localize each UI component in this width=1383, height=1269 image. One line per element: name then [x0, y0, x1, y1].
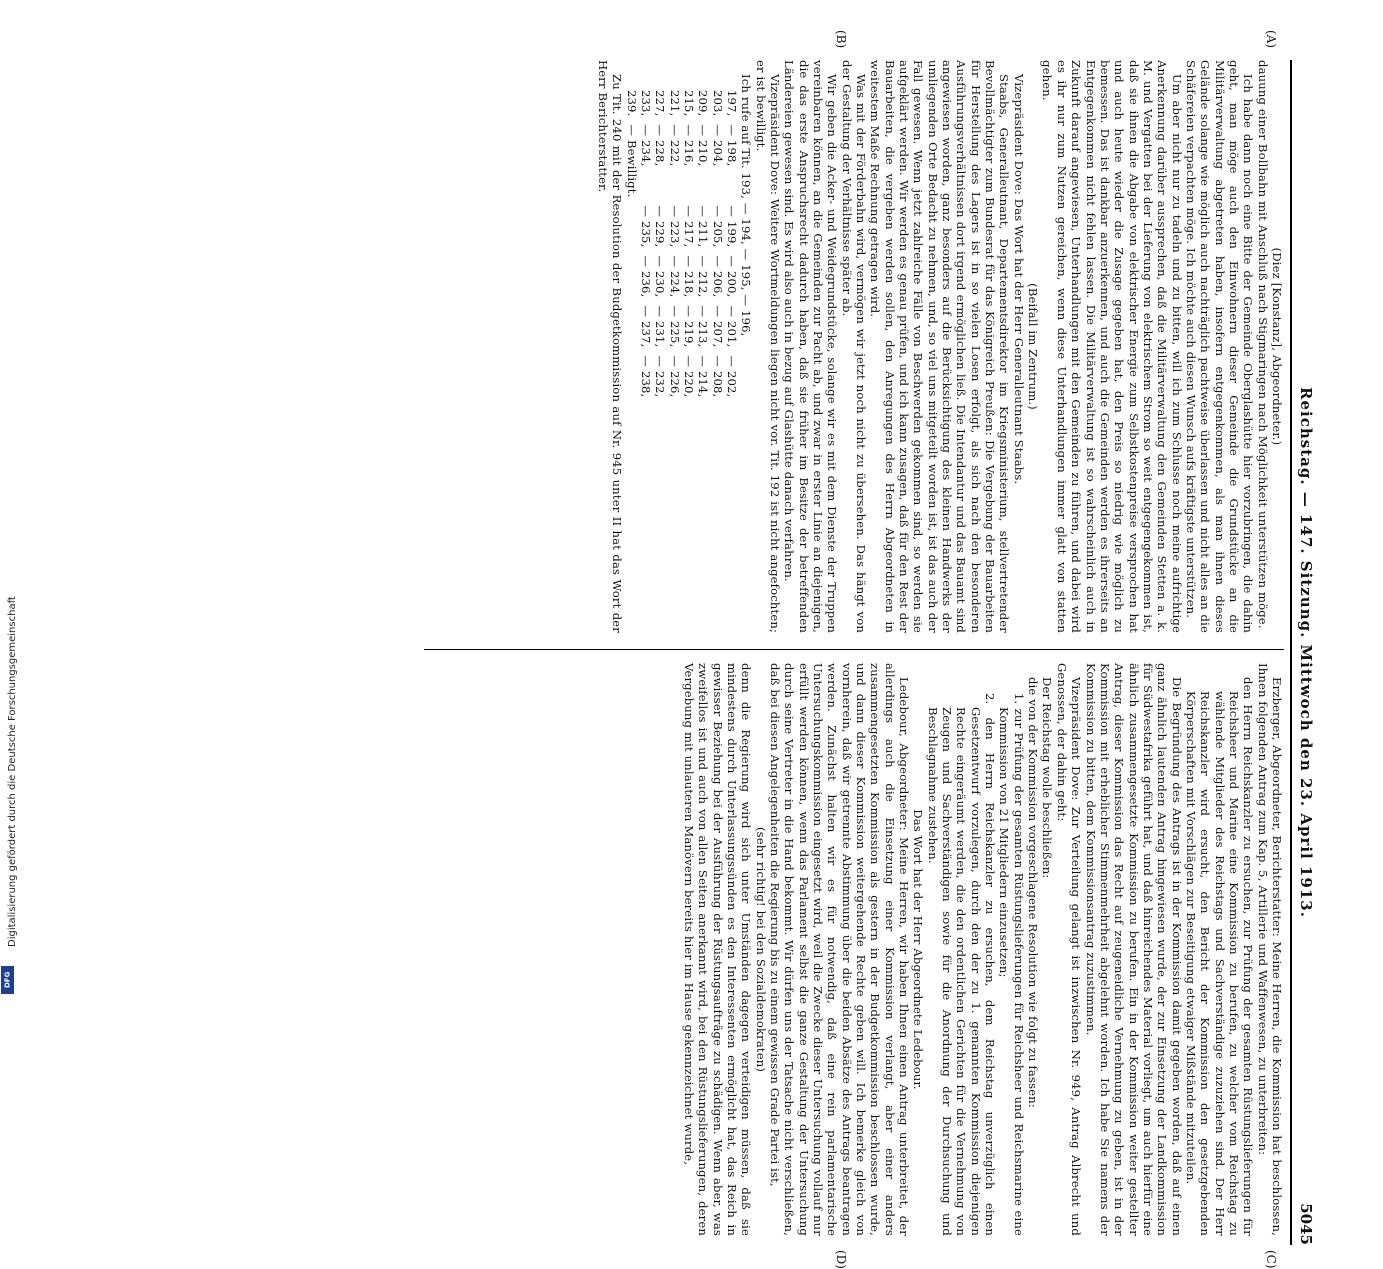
number-cell: — 211, [696, 205, 711, 248]
number-cell: — 214, [696, 355, 711, 398]
number-cell: — 205, [710, 205, 725, 248]
number-row [725, 90, 739, 405]
number-cell: — 213, [696, 305, 711, 348]
number-cell: — 232, [653, 355, 668, 398]
paragraph: denn die Regierung wird sich unter Umständen dagegen verteidigen müssen, daß sie mindestens durch Unterlassungssünden es den Interessenten ermöglicht hat, das Reich in gewisser Beziehung bei der Ausführung der Rüstungsaufträge zu schädigen. Wenn aber, was zweifellos ist und auch von allen Seiten anerkannt wird, bei den Rüstungslieferungen, deren Vergebung mit unlauteren Manövern bereits hier im Hause gekennzeichnet wurde, [681, 663, 754, 1236]
page-number: 5045 [1297, 1203, 1315, 1245]
paragraph: Erzberger, Abgeordneter, Berichterstatter: Meine Herren, die Kommission hat beschlossen, Ihnen folgenden Antrag zum Kap. 5, Artillerie und Waffenwesen, zu unterbreiten: [1255, 663, 1284, 1236]
number-cell: — 204, [710, 124, 725, 167]
number-cell: — 212, [696, 255, 711, 298]
left-column [424, 60, 1284, 633]
number-cell: — 237, [638, 305, 653, 348]
number-cell: — 228, [653, 124, 668, 167]
number-row [682, 90, 696, 405]
number-cell: — 207, [710, 305, 725, 348]
number-cell: — 208, [710, 355, 725, 398]
motion-item-1: 1. zur Prüfung der gesamten Rüstungslieferungen für Reichsheer und Reichsmarine eine Kommission von 21 Mitgliedern einzusetzen; [997, 693, 1026, 1236]
number-cell: — 238, [638, 355, 653, 398]
number-row [624, 90, 638, 405]
paragraph: Staabs, Generalleutnant, Departementsdirektor im Kriegsministerium, stellvertretender Bevollmächtigter zum Bundesrat für das Königreich Preußen: Die Vergebung der Bauarbeiten für Herstellung des Lagers ist in so vielen Losen erfolgt, als sich nach den besonderen Ausführungsverhältnissen dort irgend ermöglichen ließ. Die Intendantur und das Bauamt sind angewiesen worden, ganz besonders auf die Berücksichtigung des kleinen Handwerks der umliegenden Orte Bedacht zu nehmen, und, so viel uns mitgeteilt worden ist, ist das auch der Fall gewesen. Wenn jetzt zahlreiche Fälle von Beschwerden gekommen sind, so werden sie aufgeklärt werden. Wir werden es genau prüfen, und ich kann zusagen, daß für den Rest der Bauarbeiten, die vergeben werden sollen, den Anregungen des Herrn Abgeordneten in weitestem Maße Rechnung getragen wird. [868, 60, 1012, 633]
margin-mark-b: (B) [834, 30, 848, 49]
digitization-credit: Digitalisierung gefördert durch die Deutsche Forschungsgemeinschaft [7, 596, 18, 947]
number-cell: — 229, [653, 205, 668, 248]
applause-note: (Beifall im Zentrum.) [1026, 283, 1041, 410]
number-cell [624, 355, 638, 405]
paragraph: Vizepräsident Dove: Das Wort hat der Herr Generalleutnant Staabs. [1011, 74, 1026, 485]
number-cell: 197, [724, 90, 739, 117]
number-cell: 215, [681, 90, 696, 117]
interjection-note: (sehr richtig! bei den Sozialdemokraten) [753, 826, 768, 1073]
paragraph: Vizepräsident Dove: Zur Verteilung gelangt ist inzwischen Nr. 949, Antrag Albrecht und Genossen, der dahin geht: [1054, 663, 1084, 1236]
number-cell: — 226, [667, 355, 682, 398]
number-cell: — 216, [681, 124, 696, 167]
number-cell: — 217, [681, 205, 696, 248]
margin-mark-a: (A) [1264, 30, 1278, 49]
paragraph: Was mit der Förderbahn wird, vermögen wir jetzt noch nicht zu übersehen. Das hängt von der Gestaltung der Verhältnisse später ab. [839, 60, 869, 633]
number-cell: — 234, [638, 124, 653, 167]
paragraph: Ich rufe auf Tit. 193, — 194, — 195, — 196, [739, 74, 754, 337]
paragraph: Die Begründung des Antrags ist in der Kommission damit gegeben worden, daß auf einen ganz ähnlich lautenden Antrag hingewiesen wurde, der zur Einsetzung der Landkommission für Südwestafrika geführt hat, und daß hinreichendes Material vorliegt, um auch hierfür eine ähnlich zusammengesetzte Kommission zu berufen. Ein in der Kommission weiter gestellter Antrag, dieser Kommission das Recht auf zeugeneidliche Vernehmung zu geben, ist in der Kommission mit erheblicher Stimmenmehrheit abgelehnt worden. Ich habe Sie namens der Kommission zu bitten, dem Kommissionsantrag zuzustimmen. [1083, 663, 1184, 1236]
number-cell: — 202, [724, 355, 739, 398]
right-column [424, 663, 1284, 1236]
number-cell: — 222, [667, 124, 682, 167]
number-cell: — 230, [653, 255, 668, 298]
number-cell: — 220, [681, 355, 696, 398]
page-header [1290, 60, 1318, 1245]
number-cell: 209, [696, 90, 711, 117]
number-cell: — 231, [653, 305, 668, 348]
number-row [639, 90, 653, 405]
number-row [653, 90, 667, 405]
number-row [667, 90, 681, 405]
paragraph: dauung einer Bollbahn mit Anschluß nach Stigmaringen nach Möglichkeit unterstützen möge. [1255, 60, 1270, 629]
number-cell: — 210, [696, 124, 711, 167]
number-cell: — Bewilligt. [624, 124, 639, 198]
speaker-line: (Diez [Konstanz], Abgeordneter.) [1270, 247, 1284, 446]
number-cell: 233, [638, 90, 653, 117]
paragraph: Vizepräsident Dove: Weitere Wortmeldungen liegen nicht vor. Tit. 192 ist nicht angefochten; er ist bewilligt. [753, 60, 782, 633]
number-cell [624, 205, 638, 255]
motion-intro: Der Reichstag wolle beschließen: [1040, 677, 1055, 879]
margin-mark-c: (C) [1264, 1250, 1278, 1269]
title-number-list [624, 90, 739, 405]
number-cell [624, 255, 638, 305]
scanned-page [113, 30, 1318, 1269]
page-title: Reichstag. — 147. Sitzung. Mittwoch den 23. April 1913. [1297, 387, 1315, 918]
motion-item-2: 2. den Herrn Reichskanzler zu ersuchen, dem Reichstag unverzüglich einen Gesetzentwurf vorzulegen, durch den der zu 1. genannten Kommission diejenigen Rechte eingeräumt werden, die den ordentlichen Gerichten für die Vernehmung von Zeugen und Sachverständigen sowie für die Anordnung der Durchsuchung und Beschlagnahme zustehen. [925, 693, 998, 1236]
number-row [696, 90, 710, 405]
number-cell: 203, [710, 90, 725, 117]
number-cell [624, 305, 638, 355]
number-cell: 239. [624, 90, 639, 117]
paragraph: Um aber nicht nur zu tadeln und zu bitten, will ich zum Schlusse noch meine aufrichtige Anerkennung darüber aussprechen, daß die Militärverwaltung den Gemeinden Stetten a. k. M. und Vergatten bei der Lieferung von elektrischem Strom so weit entgegengekommen ist, daß sie ihnen die Abgabe von elektrischer Energie zum Selbstkostenpreise versprochen hat und auch heute wieder die Zusage gegeben hat, den Preis so niedrig wie möglich zu bemessen. Das ist dankbar anzuerkennen, und auch die Gemeinden werden es ihrerseits an Entgegenkommen nicht fehlen lassen. Die Militärverwaltung ist so wahrscheinlich auch in Zukunft darauf angewiesen, Unterhandlungen mit den Gemeinden zu führen, und dabei wird es ihr nur zum Nutzen gereichen, wenn diese Unterhandlungen immer glatt von statten gehen. [1040, 60, 1184, 633]
number-cell: — 198, [724, 124, 739, 167]
number-cell: — 201, [724, 305, 739, 348]
dfg-logo: DFG [1, 966, 14, 994]
number-cell: — 225, [667, 305, 682, 348]
paragraph: Ich habe dann noch eine Bitte der Gemeinde Oberglashütte hier vorzubringen, die dahin geht, man möge auch den Einwohnern dieser Gemeinde die Grundstücke an die Militärverwaltung abgetreten haben, insofern entgegenkommen, als man ihnen dieses Gelände solange wie möglich auch nachträglich pachtweise überlassen und nicht alles an die Schäfereien verpachten möge. Ich möchte auch diesen Wunsch aufs kräftigste unterstützen. [1183, 60, 1256, 633]
number-cell: — 224, [667, 255, 682, 298]
number-cell: — 206, [710, 255, 725, 298]
number-row [710, 90, 724, 405]
motion-text: die von der Kommission vorgeschlagene Resolution wie folgt zu fassen: [1026, 677, 1041, 1108]
number-cell: 227, [653, 90, 668, 117]
margin-mark-d: (D) [834, 1250, 848, 1269]
number-cell: — 235, [638, 205, 653, 248]
number-cell: — 199, [724, 205, 739, 248]
number-cell: — 236, [638, 255, 653, 298]
column-divider [424, 649, 1284, 650]
paragraph: Zu Tit. 240 mit der Resolution der Budgetkommission auf Nr. 945 unter II hat das Wort der Herr Berichterstatter. [595, 60, 625, 633]
paragraph: Ledebour, Abgeordneter: Meine Herren, wir haben Ihnen einen Antrag unterbreitet, der allerdings auch die Einsetzung einer Kommission verlangt, aber einer anders zusammengesetzten Kommission als gestern in der Budgetkommission beschlossen wurde, und dann dieser Kommission weitergehende Rechte geben will. Ich bemerke gleich von vornherein, daß wir getrennte Abstimmung über die beiden Absätze des Antrags beantragen werden. Zunächst halten wir es für notwendig, daß eine rein parlamentarische Untersuchungskommission eingesetzt wird, weil die Zwecke dieser Untersuchung vollauf nur erfüllt werden können, wenn das Parlament selbst die ganze Gestaltung der Untersuchung durch seine Vertreter in die Hand bekommt. Wir dürfen uns der Tatsache nicht verschließen, daß bei diesen Angelegenheiten die Regierung bis zu einem gewissen Grade Partei ist, [767, 663, 912, 1236]
number-cell: — 200, [724, 255, 739, 298]
resolution-text: den Herrn Reichskanzler zu ersuchen, zur Prüfung der gesamten Rüstungslieferungen für Reichsheer und Marine eine Kommission zu berufen, zu welcher vom Reichstag zu wählende Mitglieder des Reichstags und Sachverständige zuzuziehen sind. Der Herr Reichskanzler wird ersucht, den Bericht der Kommission den gesetzgebenden Körperschaften mit Vorschlägen zur Beseitigung etwaiger Mißstände mitzuteilen. [1183, 677, 1256, 1236]
number-cell: 221, [667, 90, 682, 117]
paragraph: Das Wort hat der Herr Abgeordnete Ledebour. [911, 809, 926, 1090]
paragraph: Wir geben die Acker- und Weidegrundstücke, solange wir es mit dem Dienste der Truppen vereinbaren können, an die Gemeinden zur Pacht ab, und zwar in erster Linie an diejenigen, die das erste Anspruchsrecht dadurch haben, daß sie früher im Besitze der betreffenden Ländereien gewesen sind. Es wird also auch in bezug auf Glashütte danach verfahren. [782, 60, 840, 633]
number-cell: — 219, [681, 305, 696, 348]
number-cell: — 223, [667, 205, 682, 248]
number-cell: — 218, [681, 255, 696, 298]
